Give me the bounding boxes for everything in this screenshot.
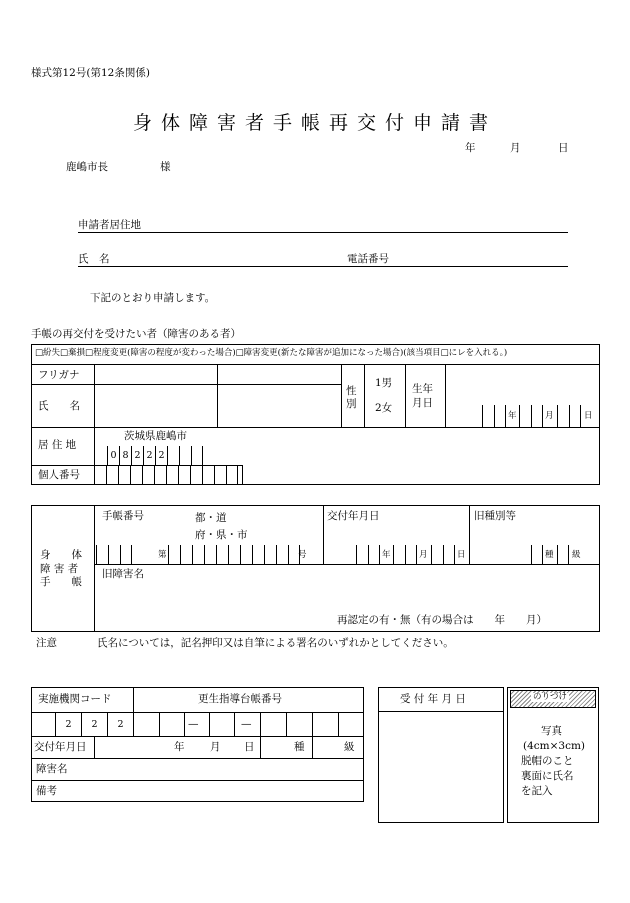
furigana-label: フリガナ: [38, 369, 80, 381]
photo-line-5: を記入: [521, 785, 553, 797]
applicant-address-line[interactable]: [78, 232, 568, 233]
agency-code-cells[interactable]: 2 2 2: [55, 712, 185, 736]
birth-month-cells[interactable]: [519, 405, 543, 427]
phone-label: 電話番号: [347, 253, 389, 265]
disability-name-label: 障害名: [36, 763, 68, 775]
form-number: 様式第12号(第12条関係): [31, 67, 150, 79]
issue-year-unit: 年: [382, 550, 391, 560]
old-type-cells[interactable]: [531, 545, 543, 564]
my-number-cells[interactable]: [94, 465, 238, 485]
sex-female[interactable]: 2女: [375, 402, 393, 414]
applicant-name-label: 氏 名: [78, 253, 110, 265]
residence-label: 居 住 地: [38, 439, 77, 451]
addressee: 鹿嶋市長: [66, 161, 108, 173]
birth-day-cells[interactable]: [557, 405, 581, 427]
birth-month-unit: 月: [545, 411, 554, 421]
notebook-number-label: 手帳番号: [102, 510, 144, 522]
prefecture-line1: 都・道: [195, 512, 227, 524]
remarks-label: 備考: [36, 785, 57, 797]
issue-month-unit: 月: [419, 550, 428, 560]
rehab-middle-cells[interactable]: [209, 712, 235, 736]
notebook-label: 身 体 障 害 者 手 帳: [40, 549, 82, 589]
prefecture-line2: 府・県・市: [195, 529, 248, 541]
go-label: 号: [298, 550, 307, 560]
issue-day-unit: 日: [457, 550, 466, 560]
birth-year-unit: 年: [508, 411, 517, 421]
sex-label: 性 別: [346, 385, 357, 410]
office-month: 月: [210, 741, 221, 753]
issue-day-cells[interactable]: [431, 545, 455, 564]
office-issue-date-label: 交付年月日: [34, 741, 87, 753]
notebook-number-cells[interactable]: [168, 545, 300, 564]
old-grade-label: 旧種別等: [474, 510, 516, 522]
issue-year-cells[interactable]: [356, 545, 380, 564]
page-title: 身体障害者手帳再交付申請書: [132, 112, 497, 134]
receipt-date-label: 受 付 年 月 日: [400, 693, 466, 705]
applicant-address-label: 申請者居住地: [78, 219, 141, 231]
receipt-box[interactable]: [378, 687, 504, 823]
applicant-name-line[interactable]: [78, 266, 568, 267]
photo-line-4: 裏面に氏名: [521, 770, 574, 782]
agency-code-label: 実施機関コード: [38, 693, 112, 705]
birth-label: 生年 月日: [412, 383, 433, 409]
section1-heading: 手帳の再交付を受けたい者（障害のある者）: [31, 328, 241, 340]
note-label: 注意: [36, 637, 57, 649]
office-day: 日: [244, 741, 255, 753]
rehab-number-label: 更生指導台帳番号: [198, 693, 282, 705]
photo-line-3: 脱帽のこと: [521, 755, 574, 767]
reason-checkboxes[interactable]: □紛失□棄損□程度変更(障害の程度が変わった場合)□障害変更(新たな障害が追加になった場合)(該当項目□にレを入れる。): [35, 348, 508, 358]
birth-day-unit: 日: [584, 411, 593, 421]
glue-label: のりづけ: [533, 692, 568, 702]
office-year: 年: [174, 741, 185, 753]
photo-line-2: (4cm×3cm): [523, 740, 586, 752]
honorific: 様: [160, 161, 171, 173]
photo-line-1: 写真: [541, 725, 562, 737]
birth-year-cells[interactable]: [482, 405, 506, 427]
recert-text: 再認定の有・無（有の場合は 年 月）: [337, 614, 547, 626]
dai-label: 第: [158, 550, 167, 560]
name-label: 氏 名: [38, 400, 80, 412]
residence-city: 茨城県鹿嶋市: [124, 430, 187, 442]
office-shu: 種: [294, 741, 305, 753]
sex-male[interactable]: 1男: [375, 377, 393, 389]
date-day: 日: [558, 142, 569, 154]
old-disability-label: 旧障害名: [102, 568, 144, 580]
office-kyu: 級: [344, 741, 355, 753]
dash-1: —: [188, 718, 199, 730]
kyu-label: 級: [572, 550, 581, 560]
statement: 下記のとおり申請します。: [90, 292, 216, 304]
prefecture-code-cells[interactable]: [96, 545, 132, 564]
postal-code-cells[interactable]: 0 8 2 2 2: [107, 446, 203, 465]
rehab-tail-cells[interactable]: [260, 712, 364, 736]
old-class-cells[interactable]: [557, 545, 569, 564]
date-month: 月: [510, 142, 521, 154]
date-year: 年: [465, 142, 476, 154]
my-number-label: 個人番号: [38, 469, 80, 481]
note-text: 氏名については，記名押印又は自筆による署名のいずれかとしてください。: [97, 637, 454, 649]
shu-label: 種: [545, 550, 554, 560]
issue-month-cells[interactable]: [393, 545, 417, 564]
dash-2: —: [241, 718, 252, 730]
issue-date-label: 交付年月日: [327, 510, 380, 522]
